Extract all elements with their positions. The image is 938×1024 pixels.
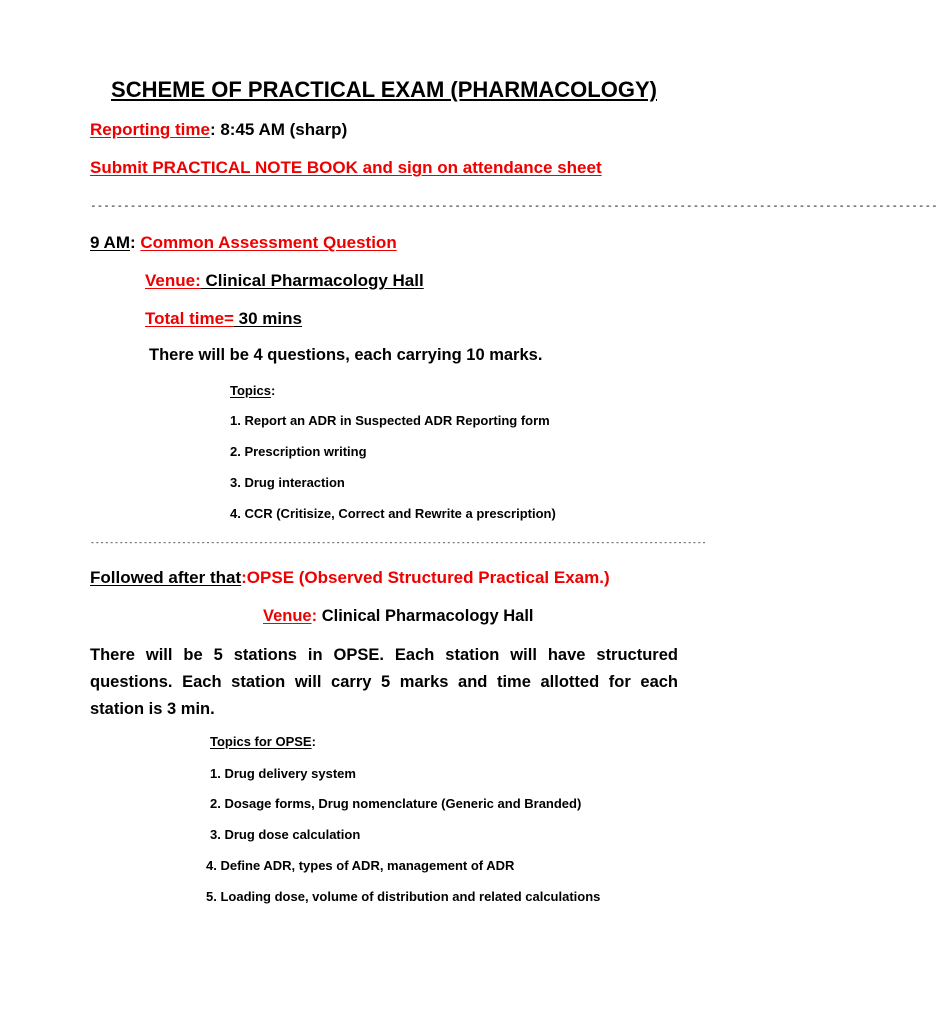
opse-topics-heading	[210, 734, 316, 749]
cac-topic-item: 2. Prescription writing	[230, 444, 367, 459]
cac-topic-item: 3. Drug interaction	[230, 475, 345, 490]
cac-total-time	[145, 309, 302, 329]
opse-venue-value: Clinical Pharmacology Hall	[317, 607, 534, 625]
cac-venue-label: Venue:	[145, 271, 201, 290]
opse-topics-label: Topics for OPSE	[210, 734, 312, 749]
cac-questions: There will be 4 questions, each carrying 10 marks.	[149, 346, 543, 364]
opse-topic-item: 3. Drug dose calculation	[210, 827, 361, 842]
cac-name: Common Assessment Question	[140, 233, 397, 252]
divider-top: --------------------------------------------------------------------------------------------------------------------------------	[90, 199, 938, 212]
cac-topic-item: 1. Report an ADR in Suspected ADR Reporting form	[230, 413, 550, 428]
opse-topic-item: 4. Define ADR, types of ADR, management of ADR	[206, 858, 515, 873]
opse-venue-label: Venue	[263, 607, 312, 625]
cac-topics-heading	[230, 383, 275, 398]
opse-topics-colon: :	[311, 734, 316, 749]
opse-venue	[263, 607, 534, 626]
cac-venue	[145, 271, 424, 291]
cac-time: 9 AM	[90, 233, 130, 252]
divider-middle: --------------------------------------------------------------------------------------------------------------------------------	[90, 538, 707, 547]
opse-topic-item: 1. Drug delivery system	[210, 766, 356, 781]
opse-name: OPSE (Observed Structured Practical Exam.)	[246, 568, 610, 587]
reporting-time-value: : 8:45 AM (sharp)	[209, 120, 348, 139]
page-title: SCHEME OF PRACTICAL EXAM (PHARMACOLOGY)	[111, 77, 657, 102]
reporting-time	[90, 120, 347, 140]
opse-colon: :	[241, 568, 247, 587]
opse-venue-colon: :	[311, 607, 318, 625]
opse-topic-item: 2. Dosage forms, Drug nomenclature (Generic and Branded)	[210, 796, 582, 811]
cac-heading	[90, 233, 397, 253]
cac-total-label: Total time=	[145, 309, 234, 328]
opse-lead: Followed after that	[90, 568, 242, 587]
cac-topic-item: 4. CCR (Critisize, Correct and Rewrite a prescription)	[230, 506, 556, 521]
opse-description: There will be 5 stations in OPSE. Each station will have structured questions. Each station will carry 5 marks and time allotted for each station is 3 min.	[90, 646, 678, 718]
reporting-time-label: Reporting time	[90, 120, 210, 139]
opse-heading	[90, 568, 610, 588]
opse-topic-item: 5. Loading dose, volume of distribution and related calculations	[206, 889, 601, 904]
submit-note: Submit PRACTICAL NOTE BOOK and sign on attendance sheet	[90, 158, 602, 177]
cac-topics-label: Topics	[230, 383, 271, 398]
cac-total-value: 30 mins	[233, 309, 302, 328]
cac-venue-value: Clinical Pharmacology Hall	[200, 271, 424, 290]
cac-sep: :	[130, 233, 141, 252]
cac-topics-colon: :	[270, 383, 276, 398]
